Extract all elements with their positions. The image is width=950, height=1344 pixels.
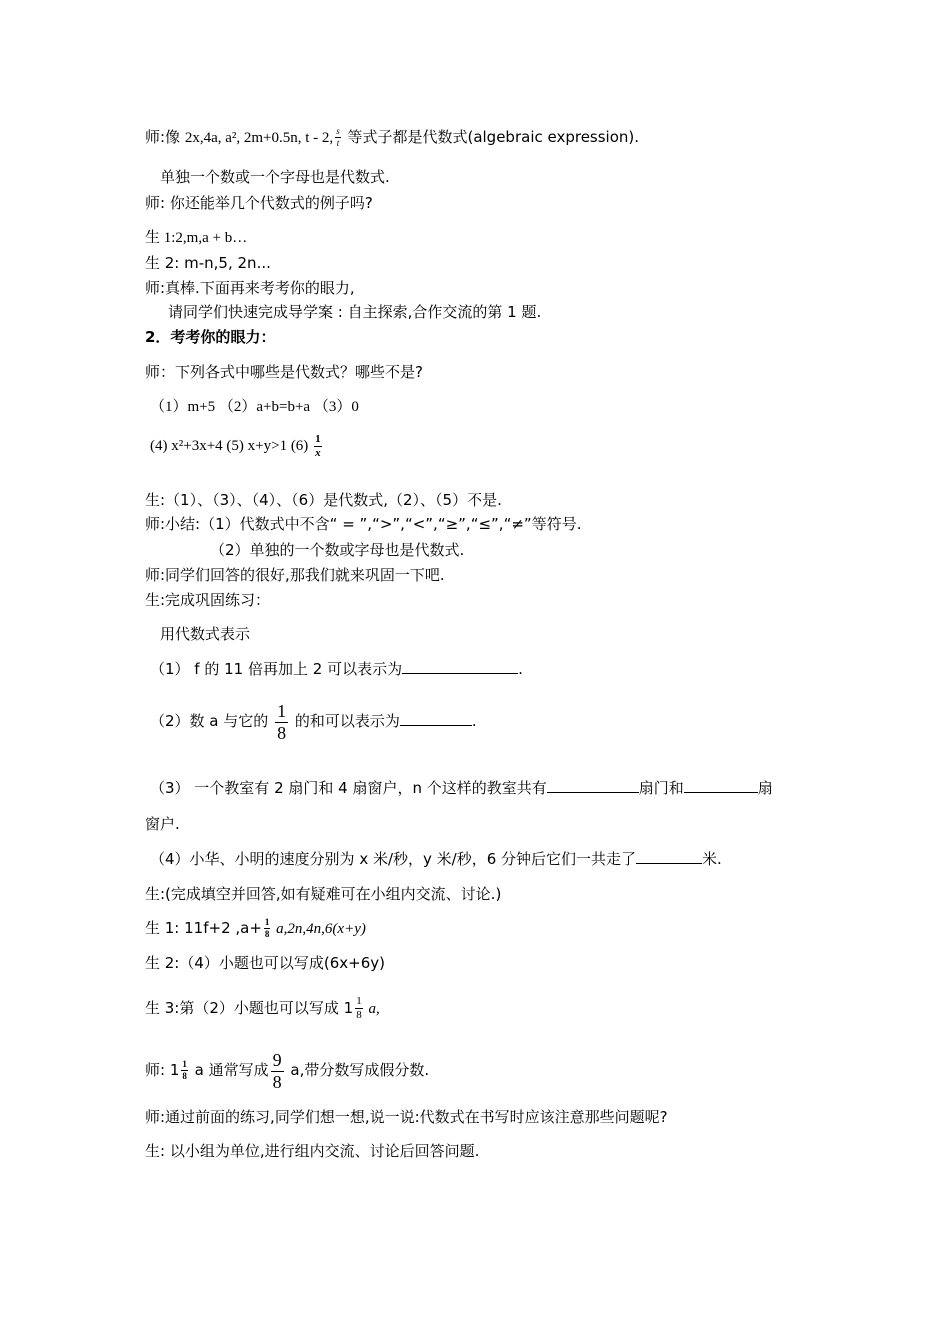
answer-blank-3a[interactable] <box>547 778 639 793</box>
teacher-praise: 师:真棒.下面再来考考你的眼力, <box>145 279 355 297</box>
student-group-discussion: 生: 以小组为单位,进行组内交流、讨论后回答问题. <box>145 1142 480 1160</box>
nine-eighths-fraction: $\frac{9}{8}$ <box>272 1049 282 1092</box>
teacher-consolidate: 师:同学们回答的很好,那我们就来巩固一下吧. <box>145 566 445 584</box>
exercise-1: （1） f 的 11 倍再加上 2 可以表示为 . <box>150 660 523 678</box>
one-eighth-fraction: $\frac{1}{8}$ <box>277 700 287 743</box>
exercise-4: （4）小华、小明的速度分别为 x 米/秒，y 米/秒，6 分钟后它们一共走了 米. <box>150 850 722 868</box>
one-eighth-small-fraction: $\frac{1}{8}$ <box>264 917 270 939</box>
exercise-2: （2）数 a 与它的 $\frac{1}{8}$ 的和可以表示为 . <box>150 700 477 743</box>
answer-blank-1[interactable] <box>402 659 518 674</box>
student2-answer: 生 2: m-n,5, 2n... <box>145 254 271 272</box>
intro-line <box>145 127 639 148</box>
student-quiz-answer: 生:（1）、（3）、（4）、（6）是代数式,（2）、（5）不是. <box>145 491 502 509</box>
student1-solution: 生 1: 11f+2 ,a+ $\frac{1}{8}$ a,2n,4n,6(x+y) <box>145 917 366 939</box>
one-over-x-fraction: $\frac{1}{x}$ <box>315 433 321 459</box>
teacher-summary-1: 师:小结:（1）代数式中不含“ = ”,“>”,“<”,“≥”,“≤”,“≠”等符号. <box>145 515 582 533</box>
quiz-options-row2: (4) x²+3x+4 (5) x+y>1 (6) $\frac{1}{x}$ <box>150 433 321 459</box>
teacher-summary-2: （2）单独的一个数或字母也是代数式. <box>210 541 465 559</box>
intro-expression: 2x,4a, a², 2m+0.5n, t - 2, <box>184 130 334 146</box>
mixed-one-eighth-fraction: $\frac{1}{8}$ <box>356 995 362 1021</box>
teacher-instruction: 请同学们快速完成导学案 : 自主探索,合作交流的第 1 题. <box>168 303 542 321</box>
student-fill-instruction: 生:(完成填空并回答,如有疑难可在小组内交流、讨论.) <box>145 885 502 903</box>
intro-suffix: 等式子都是代数式(algebraic expression). <box>342 128 640 146</box>
single-letter-note: 单独一个数或一个字母也是代数式. <box>160 168 390 186</box>
exercise-3-continued: 窗户. <box>145 815 180 833</box>
teacher-quiz-question: 师：下列各式中哪些是代数式？哪些不是? <box>145 363 423 381</box>
student3-solution: 生 3:第（2）小题也可以写成 1 $\frac{1}{8}$ a, <box>145 995 380 1021</box>
exercise-3: （3） 一个教室有 2 扇门和 4 扇窗户，n 个这样的教室共有 扇门和 扇 <box>150 779 773 797</box>
teacher-writing-rules-question: 师:通过前面的练习,同学们想一想,说一说:代数式在书写时应该注意那些问题呢? <box>145 1108 668 1126</box>
mixed-fraction-one-eighth: $\frac{1}{8}$ <box>182 1059 187 1081</box>
teacher-improper-fraction: 师: 1 $\frac{1}{8}$ a 通常写成 $\frac{9}{8}$ a,带分数写成假分数. <box>145 1049 430 1092</box>
student1-answer: 生 1:2,m,a + b… <box>145 230 248 246</box>
teacher-question-examples: 师: 你还能举几个代数式的例子吗? <box>145 194 373 212</box>
student-practice: 生:完成巩固练习： <box>145 591 271 609</box>
answer-blank-4[interactable] <box>636 849 702 864</box>
s-over-t-fraction: $\frac{s}{t}$ <box>336 126 340 148</box>
section-heading: 2．考考你的眼力： <box>145 328 276 346</box>
express-with-algebra: 用代数式表示 <box>160 625 251 643</box>
student2-solution: 生 2:（4）小题也可以写成(6x+6y) <box>145 954 386 972</box>
answer-blank-2[interactable] <box>400 711 472 726</box>
quiz-options-row1: （1）m+5 （2）a+b=b+a （3）0 <box>150 399 359 415</box>
answer-blank-3b[interactable] <box>684 778 758 793</box>
intro-prefix: 师:像 <box>145 128 185 146</box>
